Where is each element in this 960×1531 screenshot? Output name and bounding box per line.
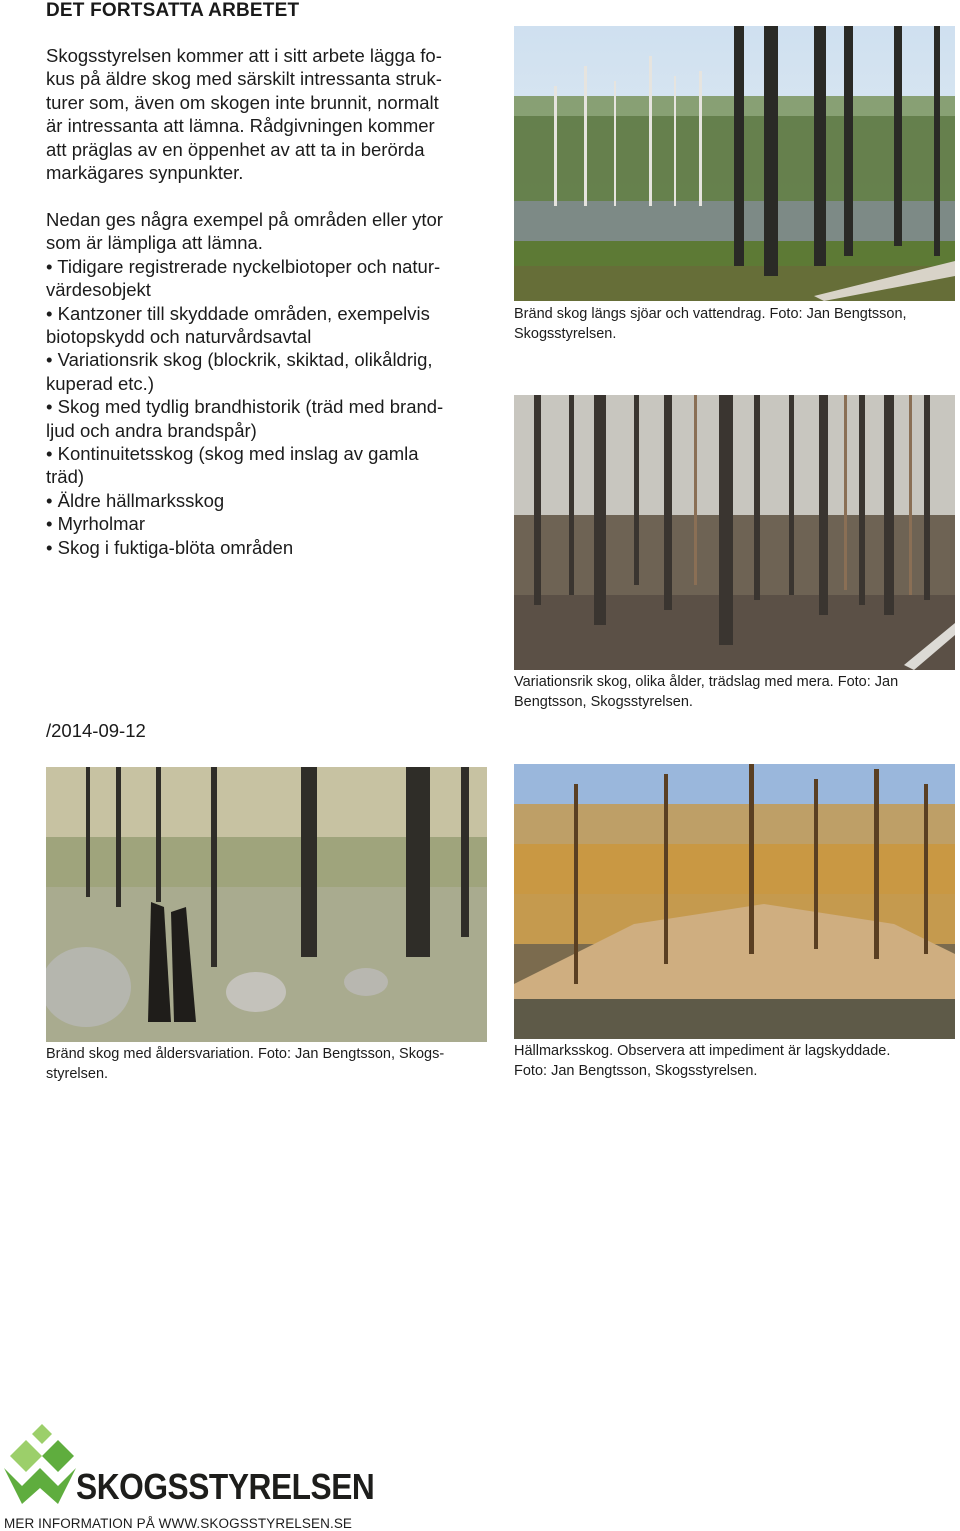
caption-line: Foto: Jan Bengtsson, Skogsstyrelsen. [514,1062,758,1079]
bullet-item: • Myrholmar [46,513,145,535]
caption-line: Bränd skog med åldersvariation. Foto: Jan Bengtsson, Skogs- [46,1046,445,1062]
photo-varied-forest [514,395,955,670]
skogsstyrelsen-logo-mark [4,1424,80,1504]
caption-line: Bengtsson, Skogsstyrelsen. [514,693,693,710]
examples-line: som är lämpliga att lämna. [46,232,263,254]
bullet-item: • Tidigare registrerade nyckelbiotoper och natur- [46,255,441,277]
bullet-item: • Variationsrik skog (blockrik, skiktad, olikåldrig, [46,349,433,371]
caption-line: Skogsstyrelsen. [514,325,617,342]
logo-wordmark: SKOGSSTYRELSEN [76,1466,375,1507]
caption-line: Variationsrik skog, olika ålder, trädslag med mera. Foto: Jan [514,674,899,690]
photo-caption [514,1042,954,1081]
bullet-item-cont: träd) [46,466,85,488]
intro-line: är intressanta att lämna. Rådgivningen kommer [46,115,435,137]
more-info-link[interactable]: MER INFORMATION PÅ WWW.SKOGSSTYRELSEN.SE [4,1516,353,1531]
intro-line: att präglas av en öppenhet av att ta in berörda [46,138,425,160]
photo-caption [514,673,954,712]
caption-line: Hällmarksskog. Observera att impediment är lagskyddade. [514,1043,891,1059]
caption-line: styrelsen. [46,1065,109,1082]
intro-line: kus på äldre skog med särskilt intressanta struk- [46,68,442,90]
bullet-item: • Skog med tydlig brandhistorik (träd med brand- [46,396,444,418]
examples-line: Nedan ges några exempel på områden eller ytor [46,209,443,230]
photo-caption [46,1045,491,1084]
bullet-item-cont: kuperad etc.) [46,372,154,394]
bullet-item-cont: värdesobjekt [46,279,151,301]
photo-caption [514,305,954,344]
bullet-item: • Äldre hällmarksskog [46,489,225,511]
bullet-item: • Kontinuitetsskog (skog med inslag av gamla [46,443,419,465]
photo-burned-forest-lake [514,26,955,301]
bullet-item-cont: biotopskydd och naturvårdsavtal [46,326,312,348]
bullet-item-cont: ljud och andra brandspår) [46,419,257,441]
document-date: /2014-09-12 [46,720,146,741]
examples-list [46,208,496,559]
intro-line: Skogsstyrelsen kommer att i sitt arbete lägga fo- [46,45,442,66]
photo-rocky-outcrop-forest [514,764,955,1039]
intro-line: turer som, även om skogen inte brunnit, normalt [46,91,439,113]
intro-line: markägares synpunkter. [46,162,244,184]
bullet-item: • Kantzoner till skyddade områden, exempelvis [46,302,430,324]
intro-paragraph [46,44,496,184]
caption-line: Bränd skog längs sjöar och vattendrag. Foto: Jan Bengtsson, [514,306,907,322]
bullet-item: • Skog i fuktiga-blöta områden [46,536,294,558]
photo-burned-forest-age-variation [46,767,487,1042]
section-heading: DET FORTSATTA ARBETET [46,0,300,21]
